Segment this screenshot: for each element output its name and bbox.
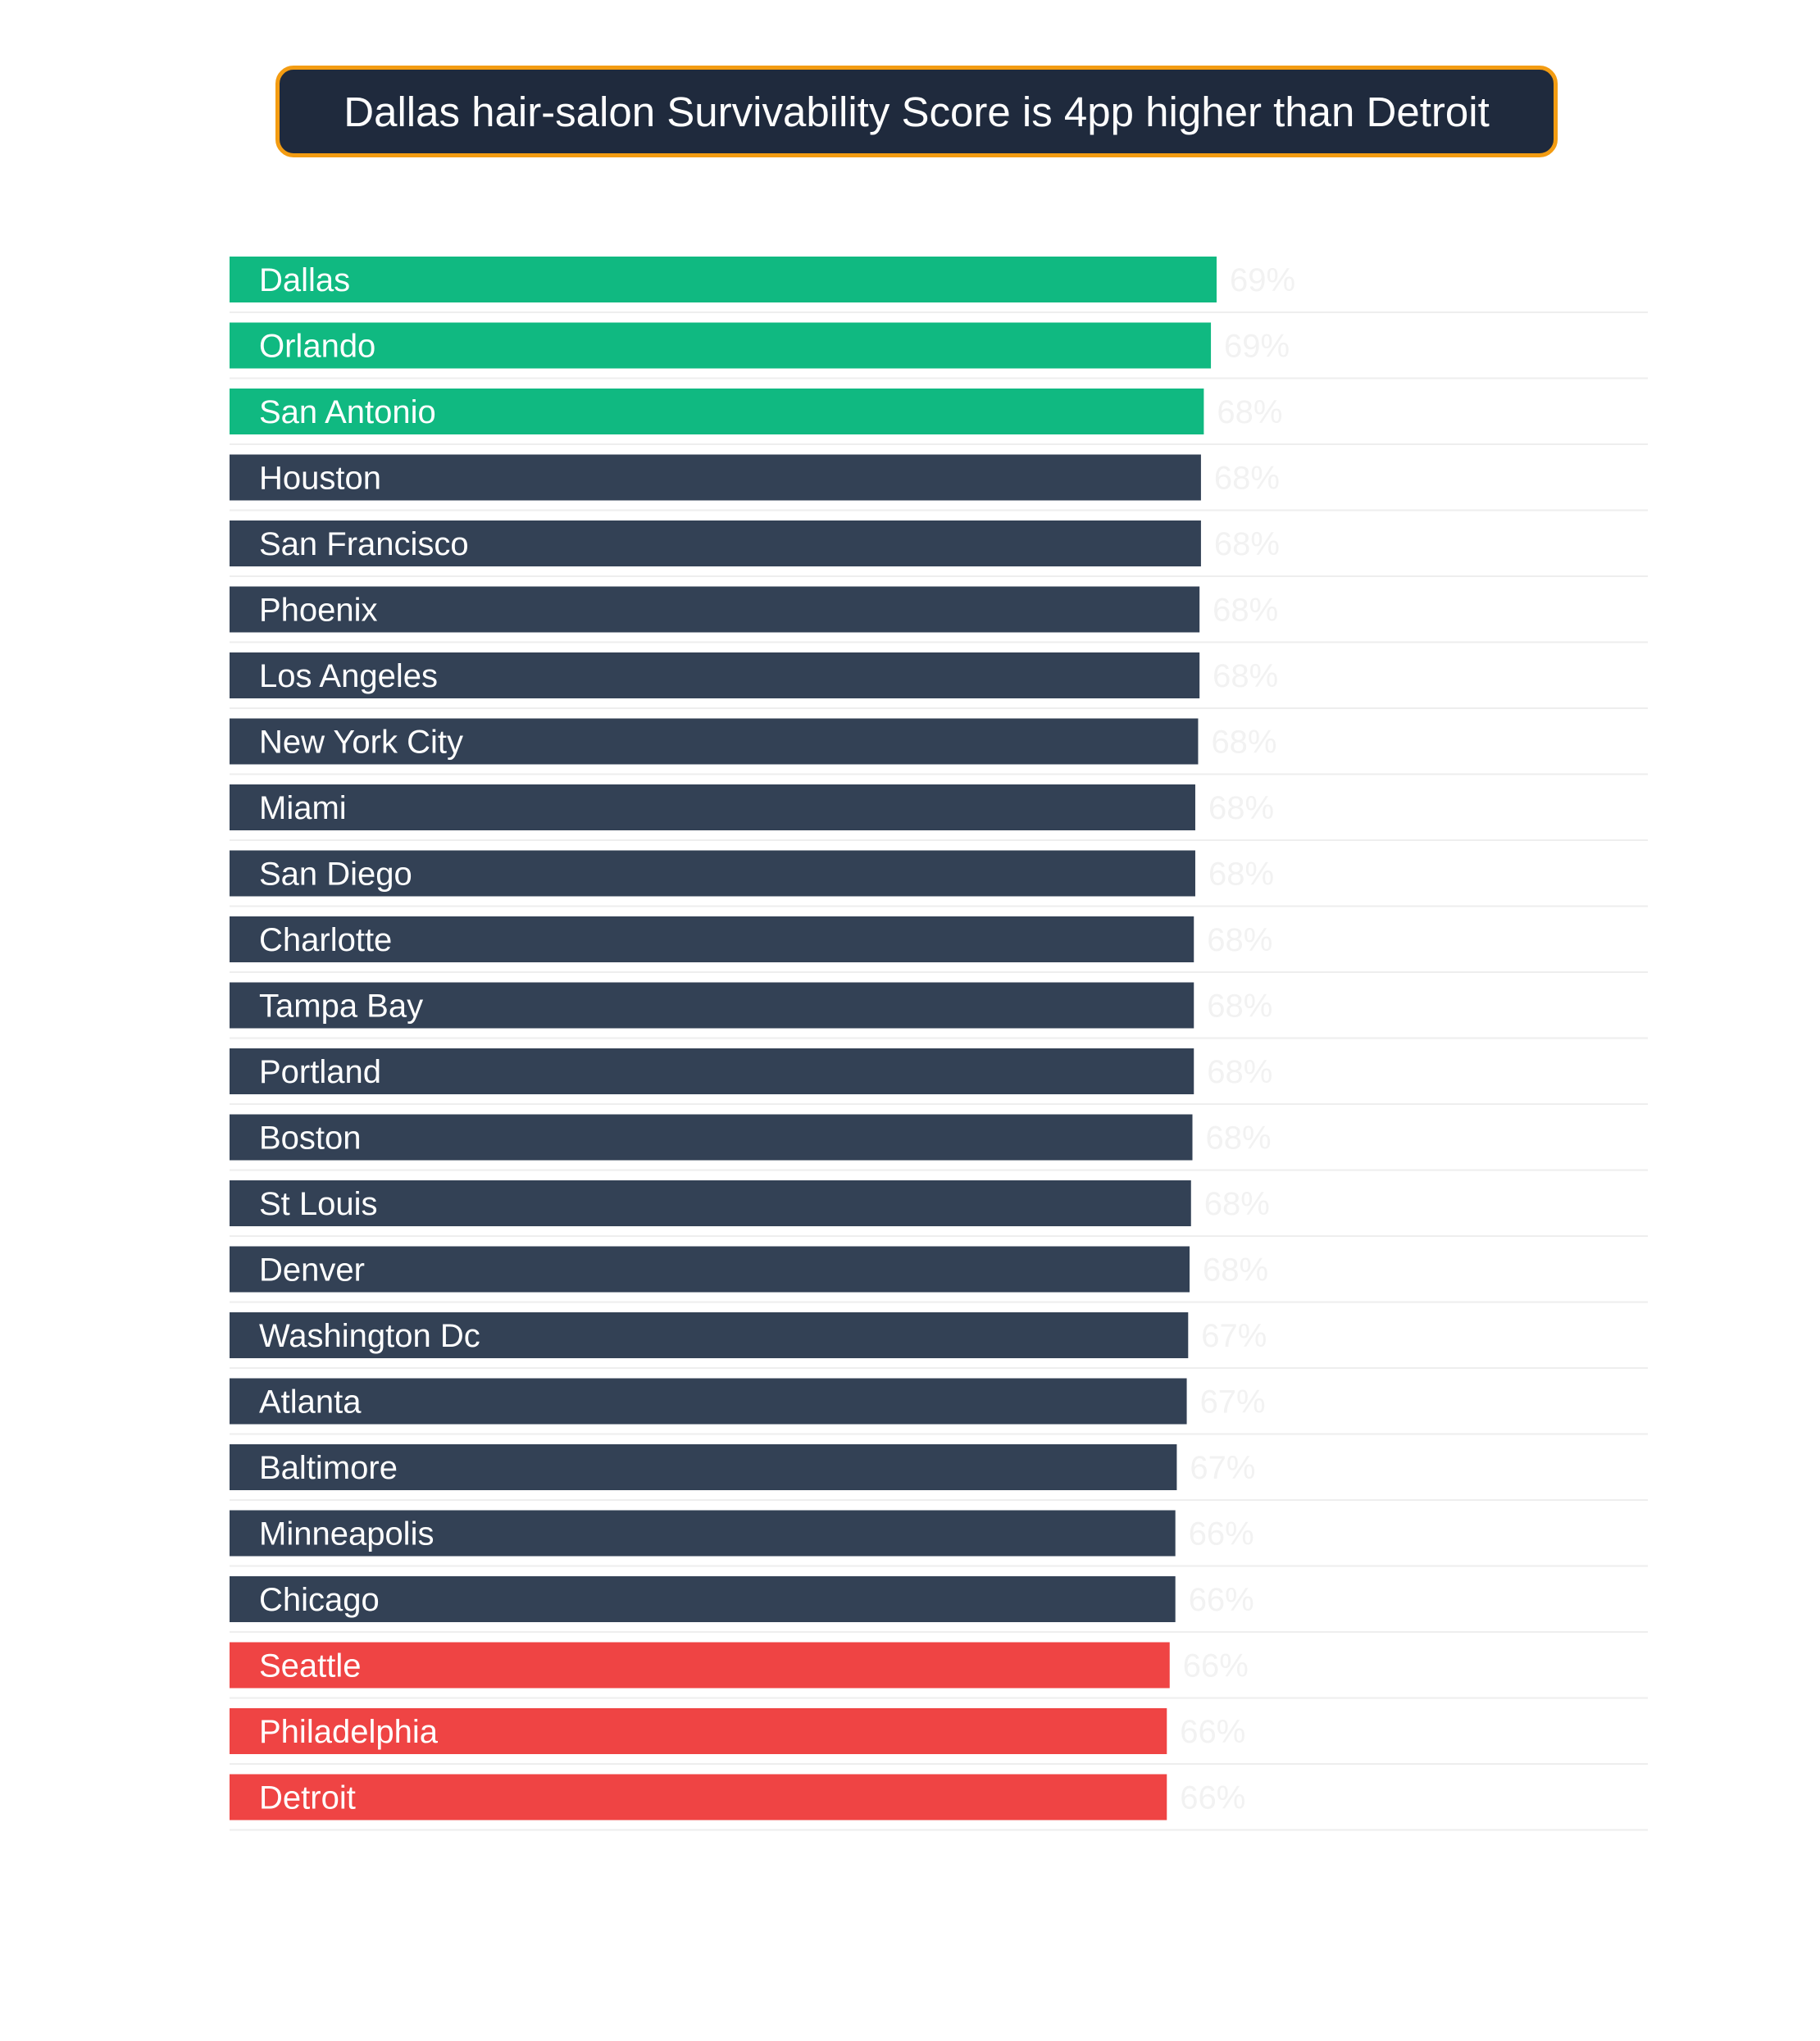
value-label: 68% [1217, 394, 1283, 430]
value-label: 67% [1199, 1384, 1266, 1421]
value-label: 67% [1190, 1450, 1256, 1486]
value-label: 69% [1224, 328, 1290, 365]
bar-miami [230, 784, 1195, 830]
bar-label: Seattle [259, 1648, 362, 1684]
value-label: 66% [1188, 1582, 1254, 1618]
bar-label: Miami [259, 790, 347, 826]
value-label: 66% [1188, 1516, 1254, 1552]
value-label: 68% [1213, 526, 1280, 562]
value-label: 68% [1207, 988, 1273, 1025]
bar-label: Phoenix [259, 592, 378, 629]
bar-label: Baltimore [259, 1450, 398, 1486]
bar-label: Dallas [259, 262, 351, 298]
bar-label: San Antonio [259, 394, 436, 430]
bar-dallas [230, 257, 1217, 302]
bar-detroit [230, 1775, 1167, 1821]
value-label: 68% [1208, 856, 1275, 893]
value-label: 66% [1180, 1780, 1246, 1816]
bar-label: New York City [259, 724, 463, 761]
bar-label: Portland [259, 1054, 381, 1090]
value-label: 68% [1213, 592, 1279, 629]
value-label: 68% [1203, 1252, 1269, 1289]
bar-label: Orlando [259, 328, 376, 365]
bar-label: Houston [259, 460, 381, 497]
bar-label: Washington Dc [259, 1318, 480, 1354]
bar-atlanta [230, 1379, 1187, 1425]
value-label: 69% [1230, 262, 1296, 298]
value-label: 68% [1211, 724, 1277, 761]
value-label: 68% [1203, 1186, 1270, 1222]
bar-label: Minneapolis [259, 1516, 435, 1552]
bar-label: Chicago [259, 1582, 380, 1618]
bar-label: San Francisco [259, 526, 469, 562]
bar-label: Denver [259, 1252, 365, 1289]
bar-label: San Diego [259, 856, 412, 893]
bar-label: St Louis [259, 1186, 378, 1222]
value-label: 68% [1207, 1054, 1273, 1090]
bar-boston [230, 1115, 1193, 1161]
bar-label: Philadelphia [259, 1714, 438, 1750]
bar-label: Atlanta [259, 1384, 362, 1421]
value-label: 66% [1182, 1648, 1249, 1684]
value-label: 68% [1207, 922, 1273, 958]
value-label: 67% [1201, 1318, 1267, 1354]
bar-label: Charlotte [259, 922, 393, 958]
value-label: 66% [1180, 1714, 1246, 1750]
bar-label: Los Angeles [259, 658, 438, 694]
value-label: 68% [1213, 658, 1279, 694]
bar-denver [230, 1247, 1190, 1293]
bar-label: Boston [259, 1120, 362, 1157]
bar-orlando [230, 323, 1211, 369]
bar-label: Tampa Bay [259, 988, 424, 1025]
chart-title: Dallas hair-salon Survivability Score is 4pp higher than Detroit [344, 88, 1490, 135]
value-label: 68% [1208, 790, 1275, 826]
value-label: 68% [1205, 1120, 1272, 1157]
bar-label: Detroit [259, 1780, 356, 1816]
bar-seattle [230, 1643, 1170, 1689]
value-label: 68% [1213, 460, 1280, 497]
